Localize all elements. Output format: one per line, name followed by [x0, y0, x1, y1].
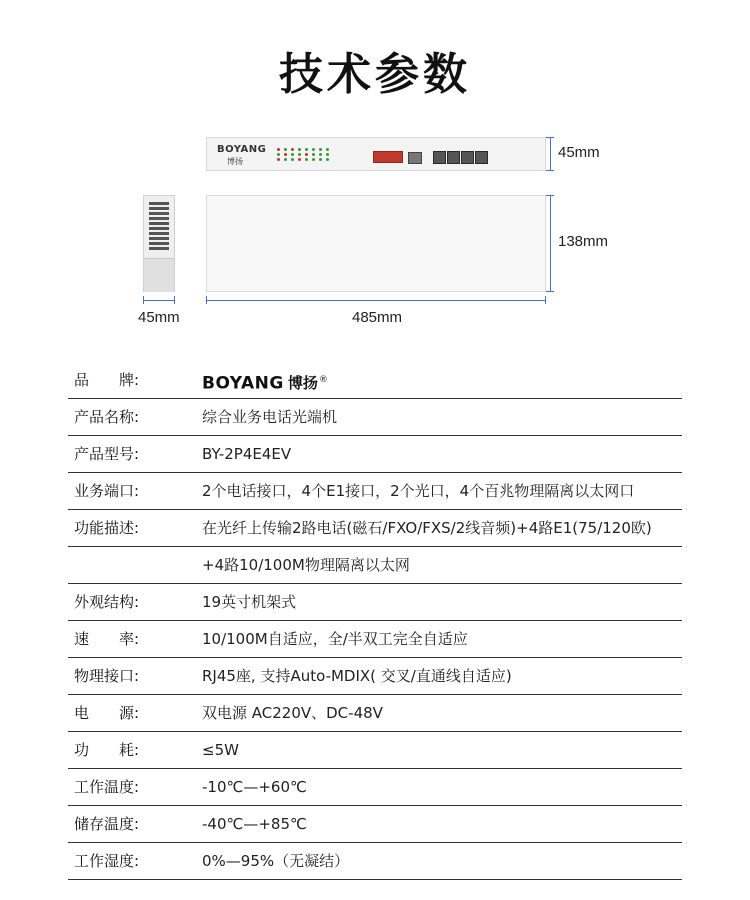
spec-label: 功能描述:: [74, 519, 140, 537]
rj45-port: [461, 151, 474, 164]
spec-row: [68, 399, 682, 436]
spec-value: +4路10/100M物理隔离以太网: [202, 556, 410, 574]
dimension-tick: [546, 170, 554, 171]
spec-value: 双电源 AC220V、DC-48V: [202, 704, 383, 722]
device-side-view: [143, 195, 175, 292]
spec-label: 业务端口:: [74, 482, 140, 500]
width-dimension-label: 485mm: [352, 309, 403, 326]
spec-value: 综合业务电话光端机: [202, 408, 338, 426]
optical-port: [408, 152, 422, 164]
dimension-tick: [546, 137, 554, 138]
spec-value: 0%—95%（无凝结）: [202, 852, 350, 870]
rj45-port: [475, 151, 488, 164]
registered-mark: ®: [318, 375, 328, 385]
spec-label: 电 源:: [74, 704, 140, 722]
rj45-port: [433, 151, 446, 164]
height-dimension-label: 45mm: [558, 144, 600, 161]
spec-value: 在光纤上传输2路电话(磁石/FXO/FXS/2线音频)+4路E1(75/120欧): [202, 519, 652, 537]
depth-dimension-label: 138mm: [558, 233, 609, 250]
device-logo: BOYANG: [217, 144, 267, 155]
device-logo-cn: 博扬: [227, 157, 243, 166]
spec-value: -10℃—+60℃: [202, 778, 307, 796]
spec-row: [68, 769, 682, 806]
spec-label: 物理接口:: [74, 667, 140, 685]
brand-cn: 博扬: [287, 374, 318, 393]
spec-label: 外观结构:: [74, 593, 140, 611]
dip-switch: [373, 151, 403, 163]
spec-table: [68, 362, 682, 880]
spec-value: ≤5W: [202, 741, 239, 759]
spec-value: -40℃—+85℃: [202, 815, 307, 833]
spec-row: [68, 473, 682, 510]
spec-row: [68, 658, 682, 695]
spec-label: 产品型号:: [74, 445, 140, 463]
spec-row: [68, 584, 682, 621]
dimension-tick: [546, 291, 554, 292]
brand-logo: [202, 362, 328, 398]
dimension-tick: [174, 296, 175, 304]
spec-row-brand: [68, 362, 682, 399]
dimension-tick: [143, 296, 144, 304]
spec-label: 速 率:: [74, 630, 140, 648]
side-width-dimension-label: 45mm: [138, 309, 180, 326]
width-dimension-line: [206, 300, 546, 301]
depth-dimension-line: [550, 195, 551, 292]
spec-label: 工作湿度:: [74, 852, 140, 870]
spec-value: 19英寸机架式: [202, 593, 297, 611]
spec-row: [68, 510, 682, 547]
height-dimension-line: [550, 137, 551, 171]
spec-label: 功 耗:: [74, 741, 140, 759]
spec-value: BY-2P4E4EV: [202, 445, 292, 463]
spec-row: [68, 695, 682, 732]
mounting-bracket: [144, 258, 174, 292]
spec-row: [68, 436, 682, 473]
spec-label: [74, 547, 154, 583]
spec-label: 储存温度:: [74, 815, 140, 833]
device-front-panel: [206, 137, 546, 171]
device-top-view: [206, 195, 546, 292]
spec-label: 品 牌:: [74, 371, 140, 389]
dimension-tick: [545, 296, 546, 304]
spec-row: [68, 621, 682, 658]
spec-row: [68, 547, 682, 584]
dimension-tick: [546, 195, 554, 196]
spec-row: [68, 843, 682, 880]
side-width-dimension-line: [143, 300, 175, 301]
spec-label: 产品名称:: [74, 408, 140, 426]
spec-value: RJ45座, 支持Auto-MDIX( 交叉/直通线自适应): [202, 667, 512, 685]
spec-label: 工作温度:: [74, 778, 140, 796]
status-leds: [277, 148, 333, 166]
page-title: 技术参数: [279, 49, 471, 100]
spec-value: 2个电话接口，4个E1接口，2个光口，4个百兆物理隔离以太网口: [202, 482, 635, 500]
spec-row: [68, 806, 682, 843]
brand-latin: BOYANG: [202, 373, 284, 394]
dimension-tick: [206, 296, 207, 304]
spec-row: [68, 732, 682, 769]
rj45-port: [447, 151, 460, 164]
spec-value: 10/100M自适应，全/半双工完全自适应: [202, 630, 468, 648]
